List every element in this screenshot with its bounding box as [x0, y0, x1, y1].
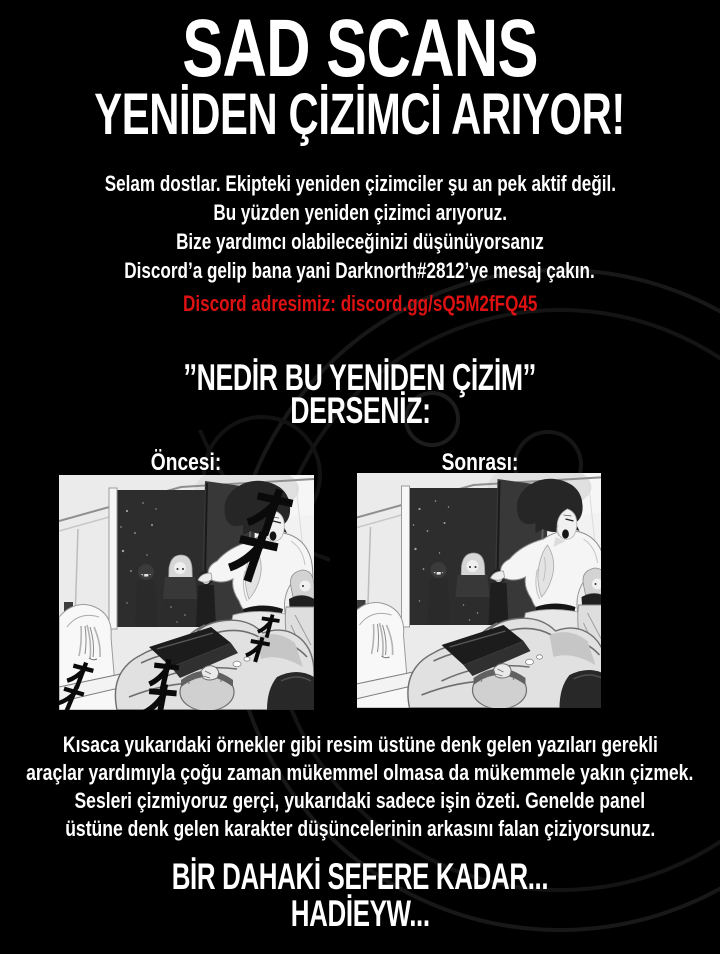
intro-line-1: Selam dostlar. Ekipteki yeniden çizimciler şu an pek aktif değil.: [104, 171, 616, 196]
intro-paragraph: [0, 169, 720, 318]
intro-line-4: Discord’a gelip bana yani Darknorth#2812’ye mesaj çakın.: [124, 258, 596, 283]
outro-line-3: Sesleri çizmiyoruz gerçi, yukarıdaki sadece işin özeti. Genelde panel: [74, 788, 646, 813]
before-label: Öncesi:: [150, 449, 222, 476]
poster-headline: YENİDEN ÇİZİMCİ ARIYOR!: [94, 82, 626, 147]
closing-text: [0, 858, 720, 932]
intro-line-3: Bize yardımcı olabileceğinizi düşünüyorsanız: [176, 229, 544, 254]
outro-paragraph: [0, 731, 720, 843]
closing-line-2: HADİEYW...: [290, 893, 430, 934]
outro-line-1: Kısaca yukarıdaki örnekler gibi resim üstüne denk gelen yazıları gerekli: [62, 732, 658, 757]
section-heading-line-1: ’’NEDİR BU YENİDEN ÇİZİM’’: [183, 357, 537, 398]
outro-line-2: araçlar yardımıyla çoğu zaman mükemmel olmasa da mükemmele yakın çizmek.: [26, 760, 694, 785]
before-image: [59, 475, 314, 710]
section-heading: [0, 357, 720, 431]
after-label: Sonrası:: [441, 449, 519, 476]
title-block: [0, 3, 720, 94]
closing-line-1: BİR DAHAKİ SEFERE KADAR...: [171, 856, 549, 897]
outro-line-4: üstüne denk gelen karakter düşüncelerinin arkasını falan çiziyorsunuz.: [64, 816, 656, 841]
subtitle-block: [0, 82, 720, 147]
intro-line-2: Bu yüzden yeniden çizimci arıyoruz.: [213, 200, 507, 225]
after-image: [357, 473, 601, 708]
group-title: SAD SCANS: [182, 3, 538, 94]
discord-invite-link[interactable]: Discord adresimiz: discord.gg/sQ5M2fFQ45: [182, 291, 538, 316]
section-heading-line-2: DERSENİZ:: [289, 390, 431, 431]
